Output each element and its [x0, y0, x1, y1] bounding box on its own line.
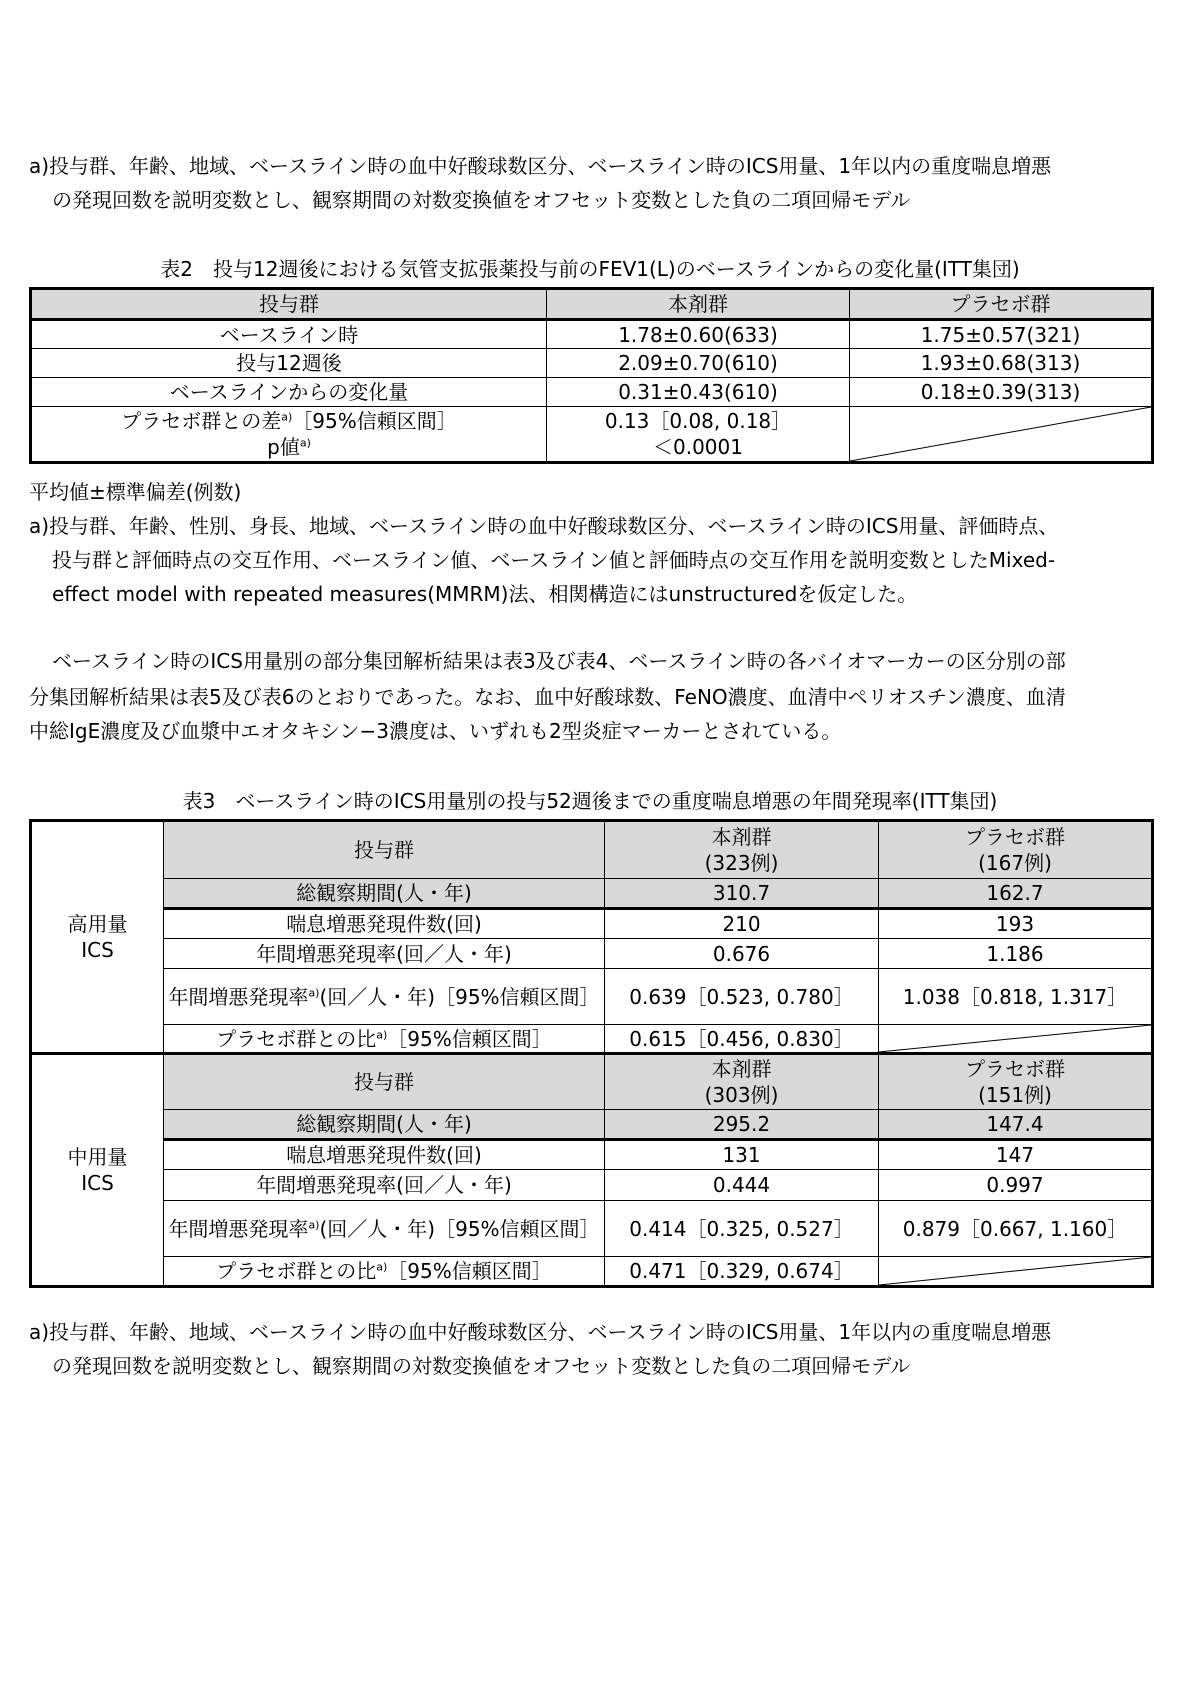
cell: 0.444	[605, 1170, 879, 1201]
cell: 1.75±0.57(321)	[850, 320, 1153, 349]
paragraph-line: 中総IgE濃度及び血漿中エオタキシン−3濃度は、いずれも2型炎症マーカーとされている。	[29, 719, 842, 743]
superscript: a)	[376, 1027, 388, 1041]
row-label: 喘息増悪発現件数(回)	[164, 1140, 605, 1170]
row-label: ベースラインからの変化量	[31, 378, 547, 407]
label: ［95%信頼区間］	[387, 1259, 552, 1283]
cell: 0.997	[879, 1170, 1153, 1201]
table-row	[31, 1170, 1153, 1201]
label: 本剤群	[711, 1057, 772, 1081]
row-label	[164, 1025, 605, 1054]
table-note: a)投与群、年齢、地域、ベースライン時の血中好酸球数区分、ベースライン時のICS用量、1年以内の重度喘息増悪	[29, 1320, 1052, 1344]
row-label: ベースライン時	[31, 320, 547, 349]
table-note: 投与群と評価時点の交互作用、ベースライン値、ベースライン値と評価時点の交互作用を説明変数としたMixed-	[52, 548, 1056, 572]
table-row	[31, 939, 1153, 969]
table3-title: 表3 ベースライン時のICS用量別の投与52週後までの重度喘息増悪の年間発現率(ITT集団)	[182, 789, 998, 813]
label: 本剤群	[711, 825, 772, 849]
label: 年間増悪発現率	[168, 1216, 309, 1241]
cell: 131	[605, 1140, 879, 1170]
row-label: 投与12週後	[31, 349, 547, 378]
table-row	[31, 1140, 1153, 1170]
label: 高用量	[67, 912, 128, 936]
label: プラセボ群との比	[216, 1026, 377, 1051]
label: ICS	[81, 1171, 114, 1195]
label: (回／人・年)［95%信頼区間］	[319, 1216, 600, 1241]
label: (167例)	[978, 851, 1052, 875]
label: プラセボ群	[965, 1057, 1065, 1081]
table-note: effect model with repeated measures(MMRM)法、相関構造にはunstructuredを仮定した。	[52, 582, 918, 606]
row-label	[31, 407, 547, 463]
cell: 193	[879, 909, 1153, 939]
table-note: 平均値±標準偏差(例数)	[29, 480, 242, 504]
label: (303例)	[704, 1083, 779, 1107]
footnote-line: a)投与群、年齢、地域、ベースライン時の血中好酸球数区分、ベースライン時のICS用量、1年以内の重度喘息増悪	[29, 154, 1052, 178]
label: ［95%信頼区間］	[292, 409, 457, 433]
table-row	[31, 969, 1153, 1025]
paragraph-line: 分集団解析結果は表5及び表6のとおりであった。なお、血中好酸球数、FeNO濃度、血清中ペリオスチン濃度、血清	[29, 685, 1066, 709]
row-label	[164, 1201, 605, 1257]
header-cell: 投与群	[164, 1054, 605, 1110]
label: (151例)	[978, 1083, 1052, 1107]
cell: 1.93±0.68(313)	[850, 349, 1153, 378]
table-row	[31, 407, 1153, 463]
header-cell	[879, 821, 1153, 879]
group-label	[31, 1054, 164, 1287]
label: ICS	[81, 938, 114, 962]
empty-diagonal-cell	[879, 1025, 1153, 1054]
cell: 0.639［0.523, 0.780］	[605, 969, 879, 1025]
table2	[29, 287, 1154, 464]
cell: 2.09±0.70(610)	[547, 349, 850, 378]
label: プラセボ群との比	[216, 1259, 377, 1283]
header-cell: 投与群	[31, 289, 547, 320]
cell: 295.2	[605, 1110, 879, 1140]
table-row	[31, 1201, 1153, 1257]
cell: 0.414［0.325, 0.527］	[605, 1201, 879, 1257]
table-row	[31, 1110, 1153, 1140]
superscript: a)	[281, 410, 293, 424]
paragraph-line: ベースライン時のICS用量別の部分集団解析結果は表3及び表4、ベースライン時の各バイオマーカーの区分別の部	[52, 649, 1066, 673]
cell: 0.676	[605, 939, 879, 969]
label: プラセボ群との差	[121, 409, 282, 433]
empty-diagonal-cell	[879, 1257, 1153, 1287]
empty-diagonal-cell	[850, 407, 1153, 463]
header-cell	[879, 1054, 1153, 1110]
cell: 1.186	[879, 939, 1153, 969]
label: (323例)	[704, 851, 779, 875]
superscript: a)	[299, 436, 311, 450]
superscript: a)	[308, 985, 320, 999]
header-cell	[605, 1054, 879, 1110]
group-label	[31, 821, 164, 1054]
row-label: 喘息増悪発現件数(回)	[164, 909, 605, 939]
footnote-line: の発現回数を説明変数とし、観察期間の対数変換値をオフセット変数とした負の二項回帰モデル	[52, 188, 911, 212]
cell: 147	[879, 1140, 1153, 1170]
label: プラセボ群	[965, 825, 1065, 849]
cell: 162.7	[879, 879, 1153, 909]
cell: 0.879［0.667, 1.160］	[879, 1201, 1153, 1257]
table-row	[31, 349, 1153, 378]
table-row	[31, 320, 1153, 349]
superscript: a)	[308, 1217, 320, 1231]
label: (回／人・年)［95%信頼区間］	[319, 984, 600, 1009]
table3	[29, 819, 1154, 1288]
cell: 0.18±0.39(313)	[850, 378, 1153, 407]
label: p値	[267, 435, 300, 459]
value: 0.13［0.08, 0.18］	[604, 409, 792, 433]
cell: 1.038［0.818, 1.317］	[879, 969, 1153, 1025]
table-header-row	[31, 821, 1153, 879]
row-label: 年間増悪発現率(回／人・年)	[164, 939, 605, 969]
cell: 0.471［0.329, 0.674］	[605, 1257, 879, 1287]
table-row	[31, 909, 1153, 939]
cell	[547, 407, 850, 463]
value: ＜0.0001	[653, 435, 743, 459]
table-row	[31, 879, 1153, 909]
cell: 310.7	[605, 879, 879, 909]
cell: 210	[605, 909, 879, 939]
table-row	[31, 1257, 1153, 1287]
table-header-row	[31, 289, 1153, 320]
row-label: 総観察期間(人・年)	[164, 1110, 605, 1140]
row-label: 総観察期間(人・年)	[164, 879, 605, 909]
cell: 0.31±0.43(610)	[547, 378, 850, 407]
cell: 147.4	[879, 1110, 1153, 1140]
table-row	[31, 1025, 1153, 1054]
label: ［95%信頼区間］	[387, 1026, 552, 1051]
table-note: a)投与群、年齢、性別、身長、地域、ベースライン時の血中好酸球数区分、ベースライン時のICS用量、評価時点、	[29, 514, 1059, 538]
header-cell	[605, 821, 879, 879]
table-header-row	[31, 1054, 1153, 1110]
label: 年間増悪発現率	[168, 984, 309, 1009]
superscript: a)	[376, 1260, 388, 1274]
row-label	[164, 969, 605, 1025]
cell: 1.78±0.60(633)	[547, 320, 850, 349]
table-row	[31, 378, 1153, 407]
label: 中用量	[67, 1145, 128, 1169]
cell: 0.615［0.456, 0.830］	[605, 1025, 879, 1054]
row-label	[164, 1257, 605, 1287]
table2-title: 表2 投与12週後における気管支拡張薬投与前のFEV1(L)のベースラインからの変化量(ITT集団)	[160, 257, 1020, 281]
header-cell: プラセボ群	[850, 289, 1153, 320]
table-note: の発現回数を説明変数とし、観察期間の対数変換値をオフセット変数とした負の二項回帰モデル	[52, 1354, 911, 1378]
row-label: 年間増悪発現率(回／人・年)	[164, 1170, 605, 1201]
header-cell: 本剤群	[547, 289, 850, 320]
header-cell: 投与群	[164, 821, 605, 879]
